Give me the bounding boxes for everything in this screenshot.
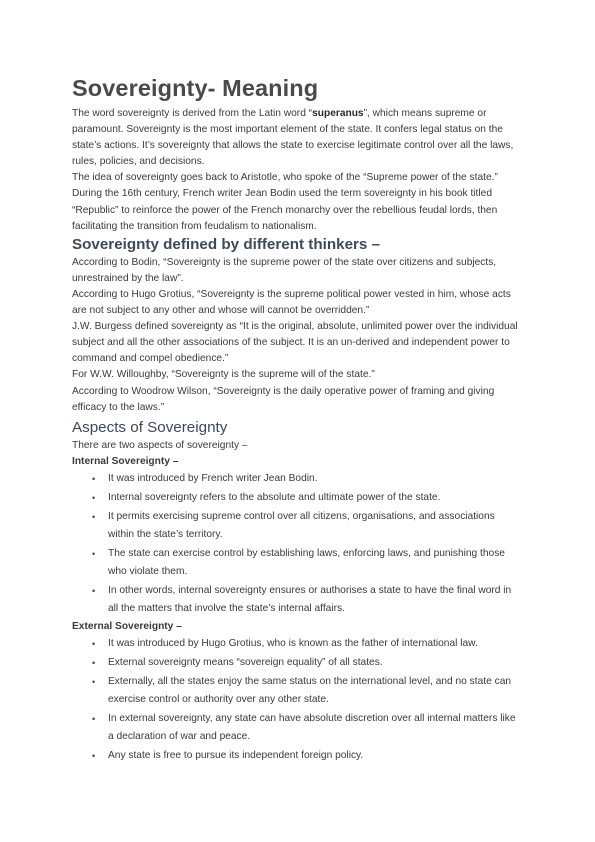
list-item: • In external sovereignty, any state can have absolute discretion over all internal matters like a declaration of war and peace. bbox=[72, 710, 523, 746]
list-item: • Externally, all the states enjoy the same status on the international level, and no state can exercise control or authority over any other state. bbox=[72, 673, 523, 709]
list-item: • External sovereignty means “sovereign equality” of all states. bbox=[72, 654, 523, 672]
bullet-icon: • bbox=[92, 750, 96, 761]
bullet-icon: • bbox=[92, 473, 96, 484]
latin-keyword: superanus bbox=[312, 108, 364, 119]
bullet-icon: • bbox=[92, 585, 96, 596]
external-sovereignty-list bbox=[72, 635, 523, 765]
bullet-icon: • bbox=[92, 548, 96, 559]
definition-wilson: According to Woodrow Wilson, “Sovereignty is the daily operative power of framing and giving efficacy to the laws.” bbox=[72, 385, 495, 413]
external-sovereignty-heading: External Sovereignty – bbox=[72, 620, 182, 632]
bullet-icon: • bbox=[92, 492, 96, 503]
bullet-icon: • bbox=[92, 511, 96, 522]
definition-burgess: J.W. Burgess defined sovereignty as “It is the original, absolute, unlimited power over the individual subject and all the other associations of the subject. It is an un-derived and independent power to command and compel obedience.” bbox=[72, 321, 518, 365]
bullet-icon: • bbox=[92, 638, 96, 649]
list-item: • It was introduced by Hugo Grotius, who is known as the father of international law. bbox=[72, 635, 523, 653]
list-item: • The state can exercise control by establishing laws, enforcing laws, and punishing those who violate them. bbox=[72, 545, 523, 581]
bullet-icon: • bbox=[92, 657, 96, 668]
list-item: • In other words, internal sovereignty ensures or authorises a state to have the final word in all the matters that involve the state’s internal affairs. bbox=[72, 582, 523, 618]
internal-sovereignty-list bbox=[72, 470, 523, 618]
definition-grotius: According to Hugo Grotius, “Sovereignty is the supreme political power vested in him, whose acts are not subject to any other and whose will cannot be overridden.” bbox=[72, 288, 511, 317]
aspects-intro: There are two aspects of sovereignty – bbox=[72, 439, 248, 451]
intro-paragraph-1 bbox=[72, 106, 523, 170]
bullet-icon: • bbox=[92, 713, 96, 724]
page-title: Sovereignty- Meaning bbox=[72, 75, 319, 101]
list-item: • It permits exercising supreme control over all citizens, organisations, and associations within the state’s territory. bbox=[72, 508, 523, 544]
intro-text-before: The word sovereignty is derived from the Latin word “ bbox=[72, 108, 313, 119]
definitions-heading: Sovereignty defined by different thinkers – bbox=[72, 235, 381, 253]
intro-paragraph-2: The idea of sovereignty goes back to Aristotle, who spoke of the “Supreme power of the state.” During the 16th century, French writer Jean Bodin used the term sovereignty in his book titled “Republic” to reinforce the power of the French monarchy over the rebellious feudal lords, then facilitating the transition from feudalism to nationalism. bbox=[72, 172, 498, 232]
intro-text-after: ”, which means supreme or paramount. Sovereignty is the most important element of the state. It confers legal status on the state’s actions. It’s sovereignty that allows the state to exercise legitimate control over all the laws, rules, policies, and decisions. bbox=[72, 108, 514, 168]
list-item: • Internal sovereignty refers to the absolute and ultimate power of the state. bbox=[72, 489, 523, 507]
list-item: • Any state is free to pursue its independent foreign policy. bbox=[72, 747, 523, 765]
internal-sovereignty-heading: Internal Sovereignty – bbox=[72, 455, 179, 467]
aspects-heading: Aspects of Sovereignty bbox=[72, 418, 228, 436]
bullet-icon: • bbox=[92, 676, 96, 687]
definition-willoughby: For W.W. Willoughby, “Sovereignty is the supreme will of the state.” bbox=[72, 369, 375, 381]
definition-bodin: According to Bodin, “Sovereignty is the supreme power of the state over citizens and subjects, unrestrained by the law”. bbox=[72, 256, 497, 284]
list-item: • It was introduced by French writer Jean Bodin. bbox=[72, 470, 523, 488]
